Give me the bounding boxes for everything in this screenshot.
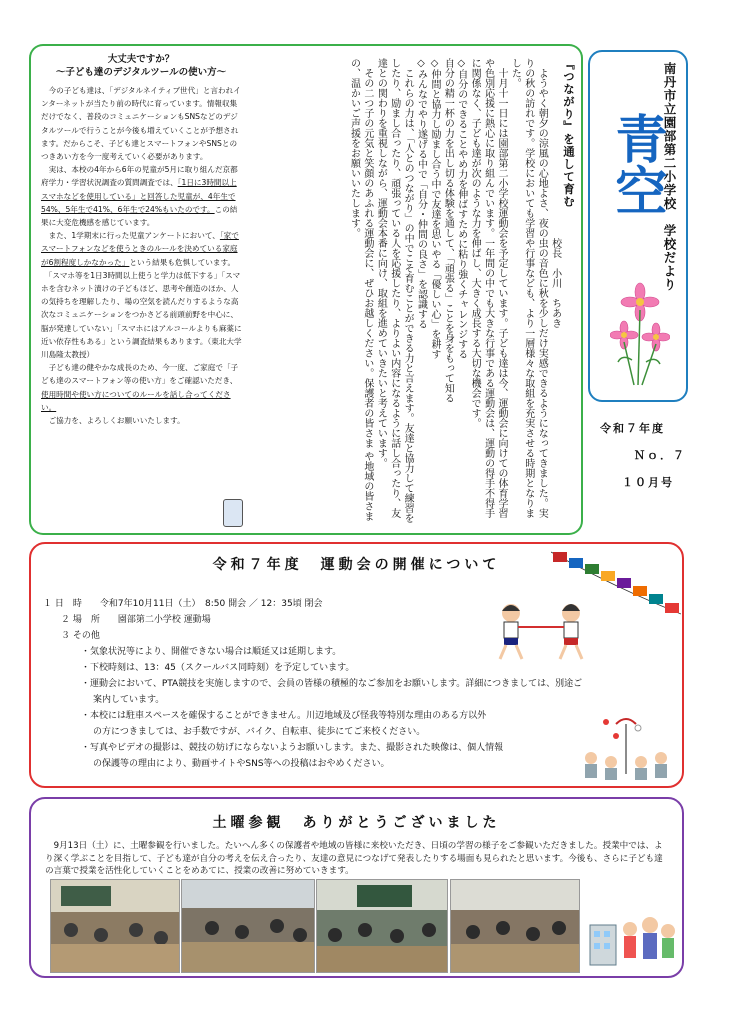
running-children-icon <box>486 599 606 669</box>
detail-line: の方につきましては、お手数ですが、バイク、自転車、徒歩にてご来校ください。 <box>93 727 426 737</box>
newsletter-title: 青空 <box>606 112 667 216</box>
bullet: ◇みんなでやり遂げる中で「自分・仲間の良さ」を認識する <box>415 58 427 329</box>
principal-message <box>251 44 583 535</box>
paragraph: 実は、本校の4年から6年の児童が5月に取り組んだ京都府学力・学習状況調査の質問調査では、「1日に3時間以上スマホなどを使用している」と回答した児童が、4年生で54%、5年生で41%、6年生で24%もいたのです。この結果に大変危機感を感じています。 <box>41 165 238 228</box>
classroom-photo <box>50 879 180 973</box>
smartphone-icon <box>223 499 243 527</box>
detail-line: ・本校には駐車スペースを確保することができません。川辺地域及び怪我等特別な理由のある方以外 <box>81 711 487 721</box>
bullet: ◇自分のできることやめ力を伸ばすために粘り強くチャレンジする <box>455 58 467 359</box>
principal-signature: 校長 小川 ちあき <box>549 238 561 328</box>
masthead <box>588 50 688 402</box>
paragraph: 子ども達の健やかな成長のため、今一度、ご家庭で「子ども達のスマートフォン等の使い方」をご確認いただき、使用時間や使い方についてのルールを話し合ってください。 <box>41 363 239 412</box>
classroom-photo <box>316 879 448 973</box>
article-title: 大丈夫ですか？ ～子ども達のデジタルツールの使い方～ <box>55 54 227 78</box>
ball-toss-children-icon <box>576 714 676 782</box>
paragraph: ようやく朝夕の涼風の心地よさ、夜の虫の音色に秋を少しだけ実感できるようになってきました。実りの秋の訪れです。学校においても学習や行事なども、より一層様々な取組を充実させる時期となりました。 <box>509 58 548 518</box>
issue-info <box>600 420 710 510</box>
article-body <box>31 79 251 427</box>
paragraph: 「スマホ等を1日3時間以上使うと学力は低下する」「スマホを含むネット漬けの子どもほど、思考や創造のほか、人の気持ちを理解したり、場の空気を読んだりするような高次なコミュニケーションをつかさどる前頭前野を中心に、脳が発達していない」「スマホにはアルコールよりも麻薬に近い依存性もある」という調査結果もあります。（東北大学 川島隆太教授） <box>41 270 242 360</box>
detail-line: １ 日 時 令和7年10月11日（土） 8:50 開会 ／ 12：35頃 閉会 <box>43 599 323 609</box>
paragraph: これらの力は、「人とのつながり」の中でこそ育むことができる力と言えます。友達と協力して練習をしたり、励まし合ったり、頑張っている人を応援したり、よりよい内容になるように話し合ったり、友達との関わりを重視しながら、運動会本番に向け、取組を進めていきたいと考えています。 <box>375 58 414 523</box>
detail-line: ・気象状況等により、開催できない場合は順延又は延期します。 <box>81 647 342 657</box>
sports-day-section <box>29 542 684 788</box>
classroom-photo <box>181 879 315 973</box>
detail-line: ・下校時刻は、13：45（スクールバス同時刻）を予定しています。 <box>81 663 355 673</box>
saturday-visit-title: 土曜参観 ありがとうございました <box>212 815 501 831</box>
bullet: ◇仲間と協力し励まし合う中で友達を思いやる「優しい心」を耕す <box>428 58 440 359</box>
bullet-sub: 自分の精一杯の力を出し切る体験を通して、「頑張る」ことを身をもって知る <box>442 58 454 403</box>
paragraph: また、1学期末に行った児童アンケートにおいて、「家でスマートフォンなどを使うときのルールを決めている家庭が6割程度しかなかった」という結果も危惧しています。 <box>41 231 239 267</box>
issue-year: 令和７年度 <box>600 422 665 435</box>
issue-number: Ｎｏ．７ <box>634 449 686 462</box>
issue-month: １０月号 <box>622 476 674 489</box>
principal-title: 『つながり』を通して育む <box>562 58 576 208</box>
detail-line: ・運動会において、PTA競技を実施しますので、会員の皆様の積極的なご参加をお願いします。詳細につきましては、別途ご <box>81 679 583 689</box>
sports-day-title: 令和７年度 運動会の開催について <box>212 557 501 573</box>
detail-line: 案内しています。 <box>93 695 165 705</box>
paragraph: 今の子ども達は、「デジタルネイティブ世代」と言われインターネットが当たり前の時代に育っています。情報収集だけでなく、普段のコミュニケーションもSNSなどのデジタルツールで行うことが今後も増えていくことが予想されます。だからこそ、子ども達とスマートフォンやSNSとのつきあい方を今一度考えていく必要があります。 <box>41 86 241 162</box>
paragraph: その二つ子の元気と笑顔のあふれる運動会に、ぜひお越しください。保護者の皆さま や地域の皆さまの、温かいご声援をお願いいたします。 <box>348 58 373 522</box>
cosmos-flower-icon <box>610 280 670 390</box>
detail-line: の保護等の理由により、動画サイトやSNS等への投稿はおやめください。 <box>93 759 390 769</box>
detail-line: ２ 場 所 園部第二小学校 運動場 <box>61 615 211 625</box>
school-name: 南丹市立園部第二小学校 学校だより <box>662 62 677 292</box>
detail-line: ・写真やビデオの撮影は、競技の妨げにならないようお願いします。また、撮影された映像は、個人情報 <box>81 743 504 753</box>
parents-children-icon <box>588 905 680 973</box>
digital-tools-article <box>29 44 251 535</box>
saturday-visit-text: 9月13日（土）に、土曜参観を行いました。たいへん多くの保護者や地域の皆様に来校いただき、日頃の学習の様子をご参観いただきました。授業中では、より深く学ぶことを目指して、子ども達が自分の考えを伝え合ったり、友達の意見につなげて発表したりする場面も見られたと思います。今後も、さらに子ども達の言葉で授業を活性化していくことをめあてに、授業の改善に努めていきます。 <box>45 841 663 876</box>
paragraph: 十月十一日には園部第二小学校運動会を予定しています。子ども達は今、運動会に向けての体育学習や色別応援に熱心に取り組んでいます。一年間の中でも大きな行事である運動会は、運動の得手不得手に関係なく、子ども達が次のような力を伸ばし、大きく成長する大切な機会です。 <box>469 58 507 518</box>
principal-text <box>255 58 575 527</box>
paragraph: ご協力を、よろしくお願いいたします。 <box>48 416 185 426</box>
detail-line: ３ その他 <box>61 631 100 641</box>
classroom-photo <box>450 879 580 973</box>
